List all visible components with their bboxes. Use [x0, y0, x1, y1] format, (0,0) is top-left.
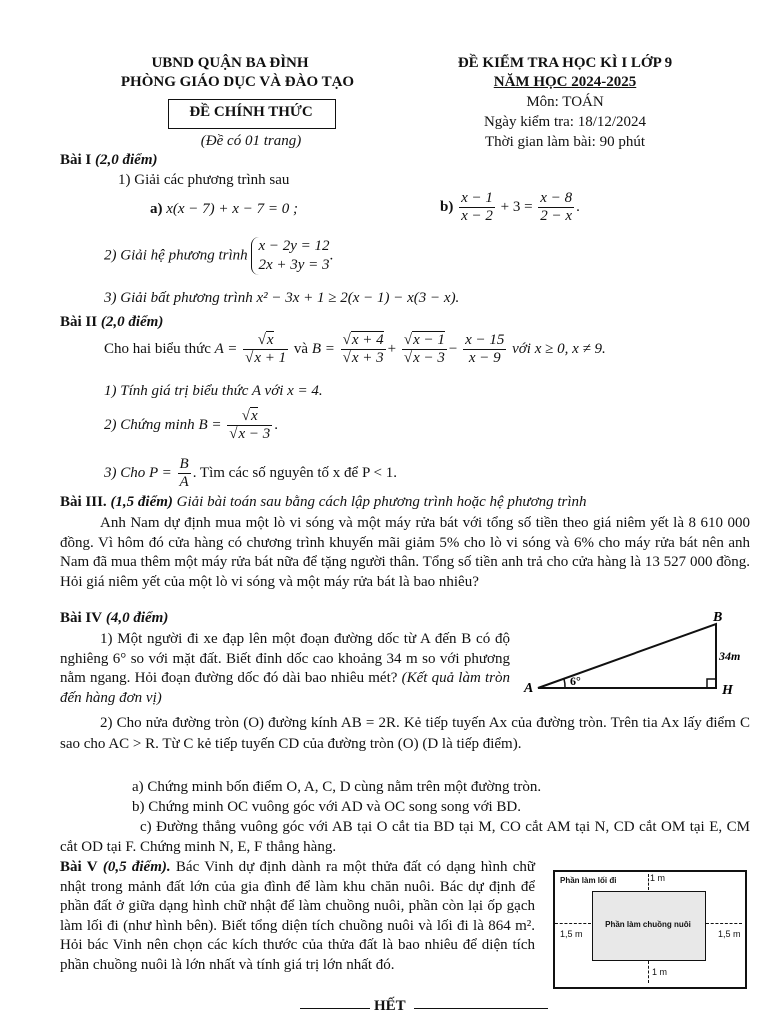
label-A: A: [524, 681, 534, 696]
bai2-q1: 1) Tính giá trị biểu thức A với x = 4.: [104, 383, 323, 399]
page-note: (Đề có 01 trang): [200, 133, 302, 149]
expr-P: $\frac{B}{A}$: [179, 456, 189, 490]
bai4-q1: 1) Một người đi xe đạp lên một đoạn đường dốc từ A đến B có độ nghiêng 6° so với mặt đất. Biết đỉnh dốc cao khoảng 34 m so với phương nằm ngang. Hỏi đoạn đường dốc đó dài bao nhiêu mét? (Kết quả làm tròn đến hàng đơn vị): [60, 631, 510, 706]
bai1-q2: 2) Giải hệ phương trình x − 2y = 12 2x + 3y = 3 .: [104, 238, 334, 273]
label-angle: 6°: [570, 674, 581, 688]
label-H: H: [722, 683, 733, 698]
bai4-q2a: a) Chứng minh bốn điểm O, A, C, D cùng nằm trên một đường tròn.: [132, 779, 542, 795]
school-year: NĂM HỌC 2024-2025: [493, 74, 637, 90]
end-rule-right: [414, 1008, 548, 1009]
bai1-system: x − 2y = 12 2x + 3y = 3: [251, 237, 329, 275]
dim-left-line: [555, 923, 591, 924]
expr-A: $\frac{√x}{√x + 1}$: [245, 332, 287, 366]
bai2-condition: với x ≥ 0, x ≠ 9.: [512, 341, 606, 357]
bai4-q2b: b) Chứng minh OC vuông góc với AD và OC song song với BD.: [132, 799, 522, 815]
bai1-q1a: [150, 201, 298, 218]
bai4-q2c: c) Đường thẳng vuông góc với AB tại O cắt tia BD tại M, CO cắt AM tại N, CD cắt OM tại E, CM cắt OD tại F. Chứng minh N, E, F thẳng hàng.: [60, 819, 750, 855]
slope-figure: [520, 610, 750, 700]
bai1-q3: [104, 290, 459, 307]
bai1-q1b-frac2: $\frac{x - 8}{2 - x}$: [540, 190, 573, 224]
bai3-instruction: Giải bài toán sau bằng cách lập phương trình hoặc hệ phương trình: [176, 494, 587, 510]
expr-B-term3: $\frac{x - 15}{x - 9}$: [465, 332, 505, 366]
bai2-points: (2,0 điểm): [100, 314, 164, 330]
bai3-heading: Bài III. (1,5 điểm) Giải bài toán sau bằng cách lập phương trình hoặc hệ phương trình: [60, 494, 587, 510]
exam-date: Ngày kiểm tra: 18/12/2024: [483, 114, 647, 130]
bai1-points: (2,0 điểm): [95, 152, 158, 168]
dim-top-line: [648, 874, 649, 890]
exam-title: ĐỀ KIỂM TRA HỌC KÌ I LỚP 9: [457, 55, 673, 71]
path-label: Phần làm lối đi: [560, 876, 617, 885]
dim-bottom: 1 m: [652, 967, 668, 977]
dim-right: 1,5 m: [718, 929, 741, 939]
bai2-q2: 2) Chứng minh B = $\frac{√x}{√x - 3}$ .: [104, 408, 278, 442]
end-rule-left: [300, 1008, 370, 1009]
dim-top: 1 m: [650, 873, 666, 883]
bai1-q1a-eq: x(x − 7) + x − 7 = 0 ;: [166, 201, 298, 217]
slope-triangle: [538, 624, 716, 688]
pen-label: Phần làm chuồng nuôi: [605, 920, 691, 929]
expr-B-term1: $\frac{√x + 4}{√x + 3}$: [342, 332, 384, 366]
bai1-q1: 1) Giải các phương trình sau: [118, 172, 290, 188]
bai1-q1b-mid: + 3 =: [500, 199, 533, 215]
bai1-q3-label: 3) Giải bất phương trình: [104, 290, 253, 306]
bai3-body: Anh Nam dự định mua một lò vi sóng và một máy rửa bát với tổng số tiền theo giá niêm yết là 8 610 000 đồng. Vì hôm đó cửa hàng có chương trình khuyến mãi giảm 5% cho lò vi sóng và 6% cho máy rửa bát nên anh Nam đã mua thêm một máy rửa bát nữa để tặng người thân. Tổng số tiền anh trả cho cửa hàng là 13 527 000 đồng. Hỏi giá niêm yết của một lò vi sóng và một máy rửa bát là bao nhiêu?: [60, 515, 750, 590]
bai2-q3: 3) Cho P = $\frac{B}{A}$ . Tìm các số nguyên tố x để P < 1.: [104, 456, 397, 490]
subject: Môn: TOÁN: [526, 94, 604, 110]
bai1-title: Bài I: [60, 152, 92, 168]
end-marker: HẾT: [374, 998, 406, 1014]
dim-left: 1,5 m: [560, 929, 583, 939]
bai1-q3-expr: x² − 3x + 1 ≥ 2(x − 1) − x(3 − x).: [256, 290, 460, 306]
bai1-q1b-label: b): [440, 199, 454, 215]
header-left-line2: PHÒNG GIÁO DỤC VÀ ĐÀO TẠO: [120, 74, 355, 90]
dim-bottom-line: [648, 961, 649, 983]
bai2-intro: Cho hai biểu thức A = $\frac{√x}{√x + 1}$ và B = $\frac{√x + 4}{√x + 3}$ + $\frac{√x - 1}{√x - 3}$ − $\frac{x - 15}{x - 9}$ với x ≥ 0, x ≠ 9.: [104, 332, 606, 366]
duration: Thời gian làm bài: 90 phút: [485, 134, 645, 150]
bai2-heading: [60, 314, 163, 331]
dim-right-line: [706, 923, 742, 924]
label-height: 34m: [719, 649, 741, 663]
bai1-heading: [60, 152, 158, 169]
bai1-q1b-frac1: $\frac{x - 1}{x - 2}$: [461, 190, 493, 224]
header-left-line1: UBND QUẬN BA ĐÌNH: [151, 55, 309, 71]
bai5-body: Bài V (0,5 điểm). Bác Vinh dự định dành ra một thửa đất có dạng hình chữ nhật trong mảnh đất lớn của gia đình để làm khu chăn nuôi. Bác dự định để phần đất ở giữa dạng hình chữ nhật để làm chuồng nuôi, phần còn lại ốp gạch làm lối đi (như hình bên). Biết tổng diện tích chuồng nuôi và lối đi là 864 m². Hỏi bác Vinh nên chọn các kích thước của thửa đất là bao nhiêu để diện tích phần chuồng nuôi là lớn nhất và tính giá trị lớn nhất đó.: [60, 859, 536, 973]
bai2-title: Bài II: [60, 314, 98, 330]
bai1-q1b: b) $\frac{x - 1}{x - 2}$ + 3 = $\frac{x - 8}{2 - x}$ .: [440, 190, 580, 224]
bai1-q1a-label: a): [150, 201, 163, 217]
expr-B-term2: $\frac{√x - 1}{√x - 3}$: [403, 332, 445, 366]
angle-arc: [564, 679, 565, 688]
bai4-q2: 2) Cho nửa đường tròn (O) đường kính AB = 2R. Kẻ tiếp tuyến Ax của đường tròn. Trên tia Ax lấy điểm C sao cho AC > R. Từ C kẻ tiếp tuyến CD của đường tròn (O) (D là tiếp điểm).: [60, 715, 750, 752]
label-B: B: [713, 610, 723, 625]
bai1-q2-label: 2) Giải hệ phương trình: [104, 247, 248, 264]
right-angle-mark: [707, 679, 716, 688]
expr-B-simplified: $\frac{√x}{√x - 3}$: [229, 408, 271, 442]
official-label: ĐỀ CHÍNH THỨC: [189, 104, 313, 120]
bai4-heading: Bài IV (4,0 điểm): [60, 610, 169, 626]
